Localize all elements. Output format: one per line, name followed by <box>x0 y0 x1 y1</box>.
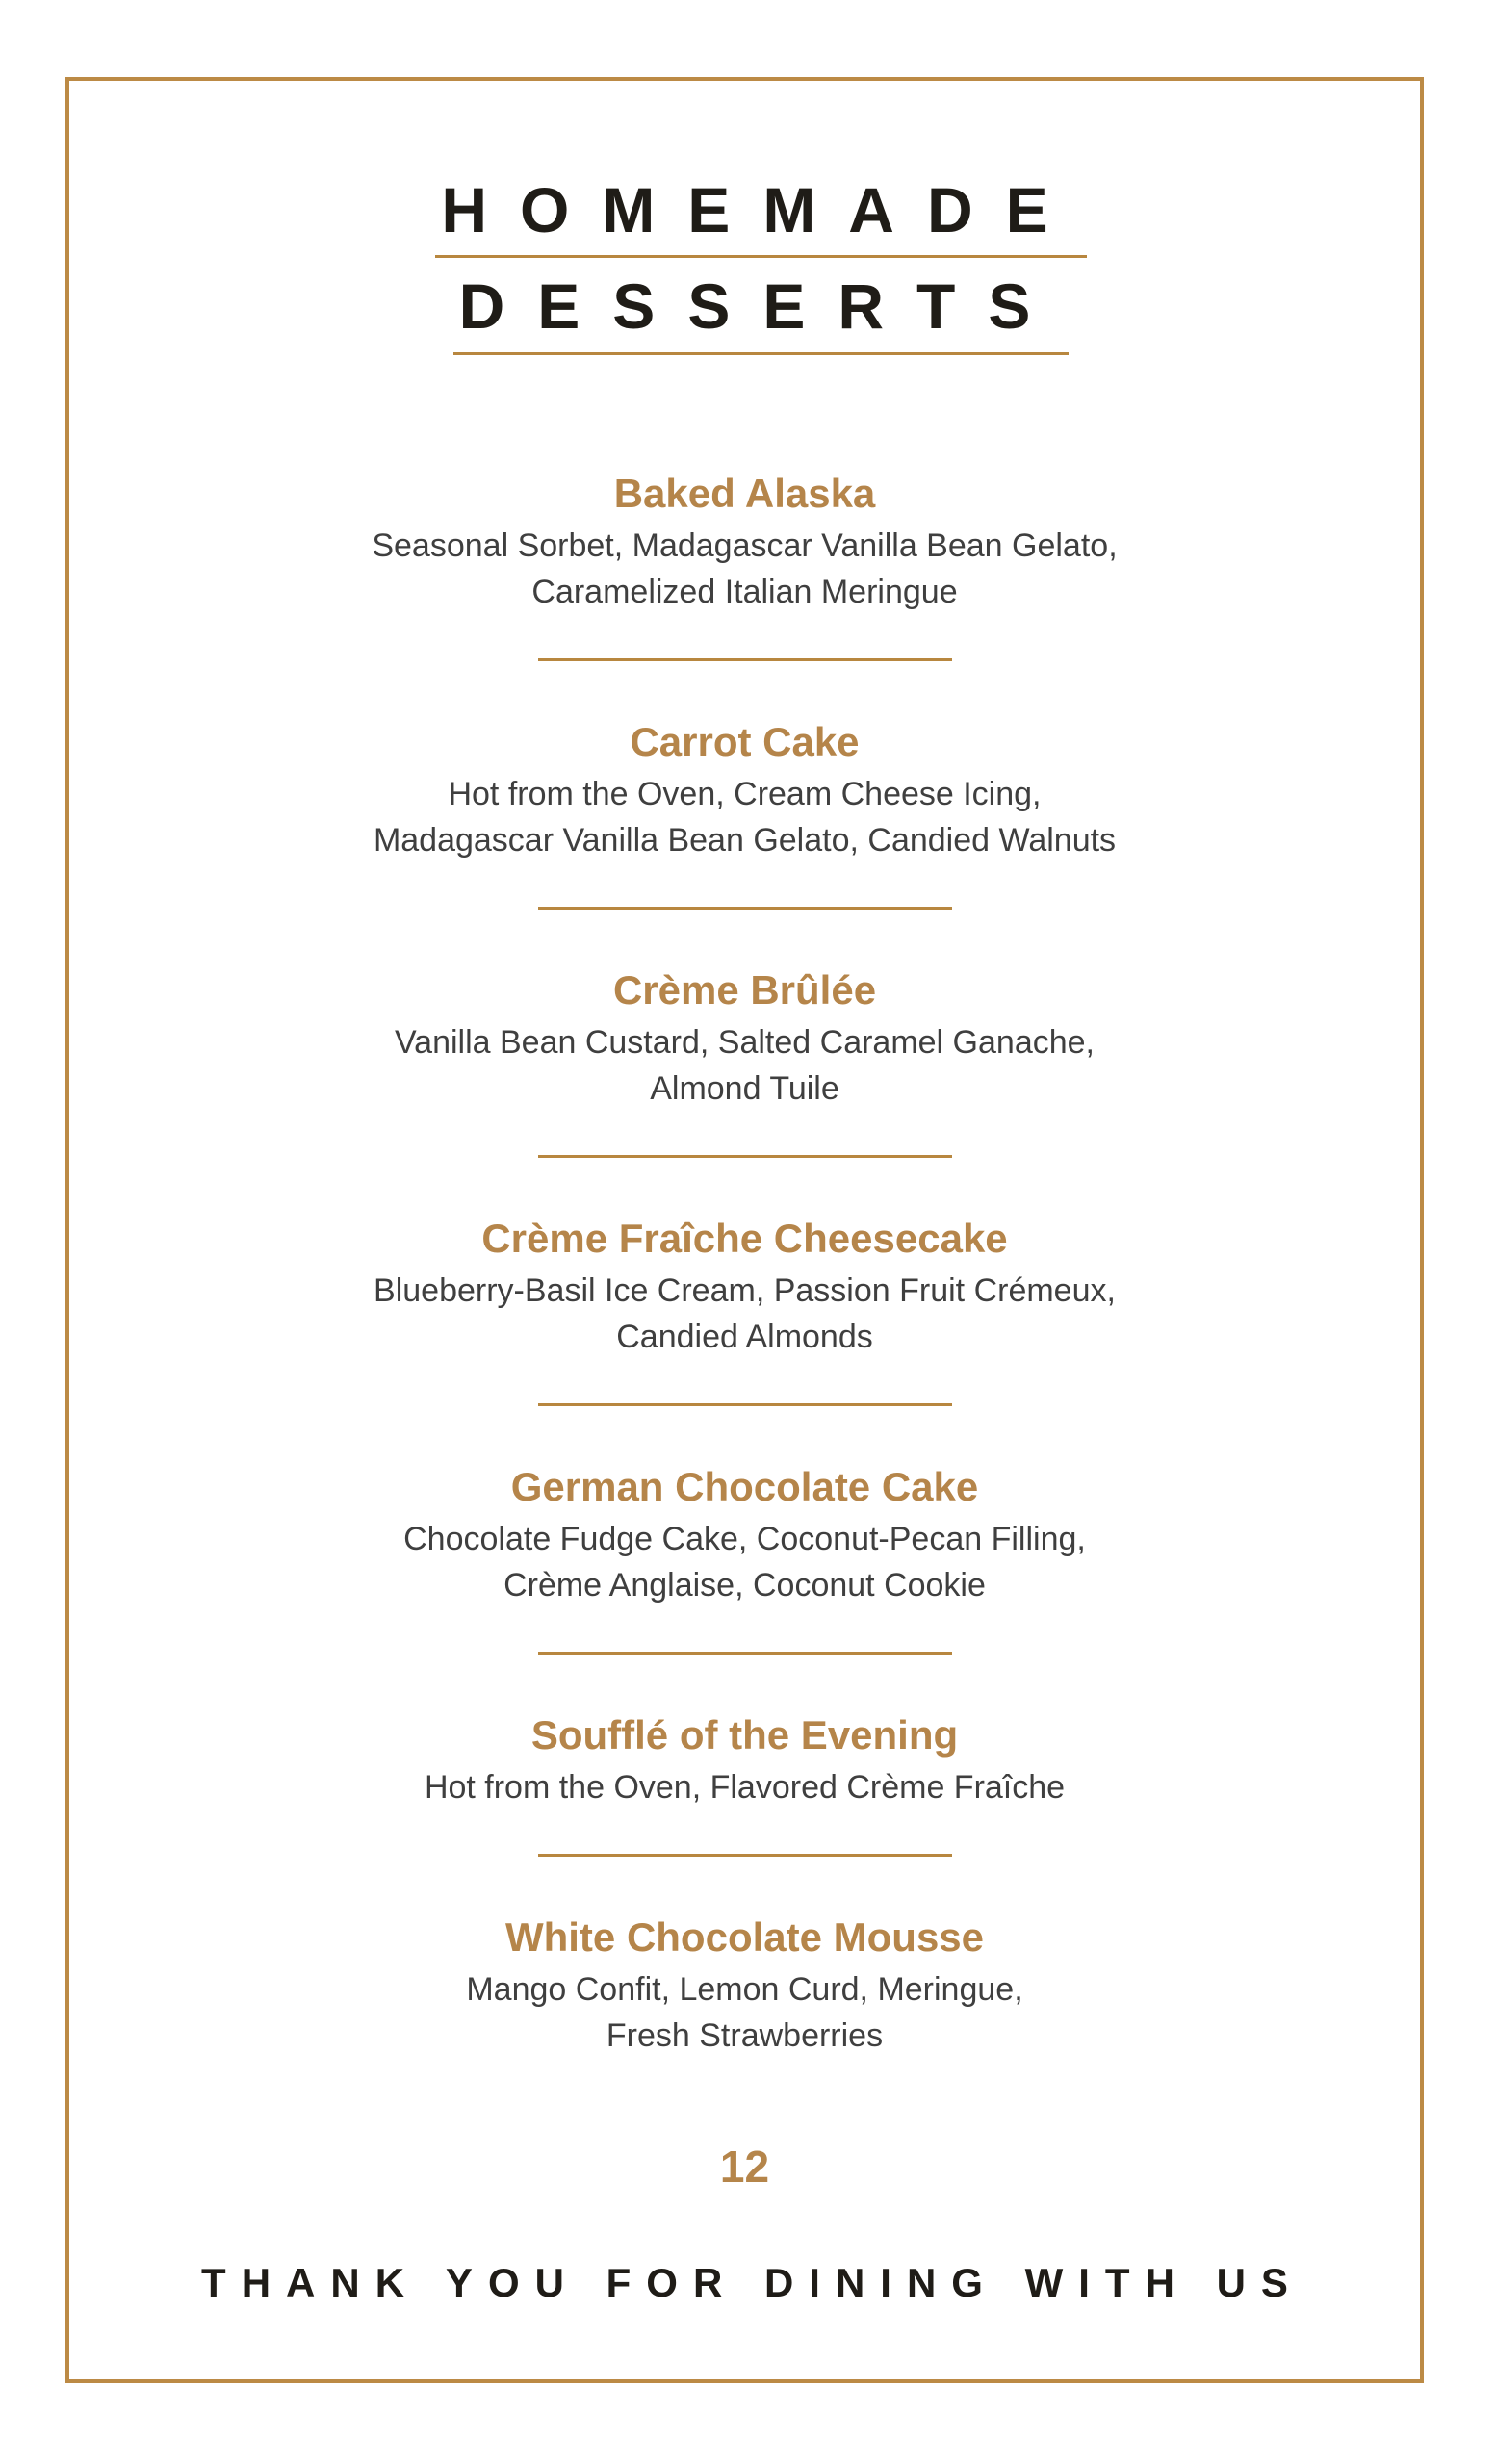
dish-description-line: Hot from the Oven, Cream Cheese Icing, <box>448 775 1042 812</box>
dish-name: Soufflé of the Evening <box>530 1711 959 1758</box>
dish-description-line: Candied Almonds <box>616 1318 873 1355</box>
menu-item-souffle-of-the-evening <box>69 1712 1420 1810</box>
dish-description-line: Seasonal Sorbet, Madagascar Vanilla Bean Gelato, <box>372 526 1118 564</box>
menu-items <box>69 471 1420 2193</box>
section-divider <box>538 658 952 661</box>
dish-name: Carrot Cake <box>630 718 860 764</box>
section-divider <box>538 1652 952 1655</box>
dish-name: White Chocolate Mousse <box>504 1913 985 1960</box>
dish-description-line: Crème Anglaise, Coconut Cookie <box>503 1566 986 1604</box>
dish-description-line: Vanilla Bean Custard, Salted Caramel Ganache, <box>395 1023 1095 1061</box>
thank-you-message: THANK YOU FOR DINING WITH US <box>201 2259 1303 2305</box>
menu-footer <box>69 2193 1420 2306</box>
dish-description-line: Almond Tuile <box>650 1069 839 1107</box>
menu-price: 12 <box>719 2141 770 2192</box>
menu-item-white-chocolate-mousse <box>69 1914 1420 2059</box>
dish-description-line: Fresh Strawberries <box>606 2016 884 2054</box>
menu-item-carrot-cake <box>69 719 1420 863</box>
section-divider <box>538 1155 952 1158</box>
dish-description-line: Hot from the Oven, Flavored Crème Fraîche <box>424 1768 1066 1806</box>
section-divider <box>538 1403 952 1406</box>
menu-title-line-2: DESSERTS <box>453 273 1070 354</box>
menu-item-german-chocolate-cake <box>69 1464 1420 1608</box>
menu-border-frame <box>65 77 1424 2383</box>
dish-name: Crème Fraîche Cheesecake <box>481 1215 1008 1261</box>
section-divider <box>538 1854 952 1857</box>
menu-item-creme-brulee <box>69 967 1420 1112</box>
dish-name: Crème Brûlée <box>612 966 877 1013</box>
dish-name: German Chocolate Cake <box>510 1463 979 1509</box>
dish-description-line: Mango Confit, Lemon Curd, Meringue, <box>466 1970 1023 2008</box>
menu-item-creme-fraiche-cheesecake <box>69 1216 1420 1360</box>
menu-title <box>69 174 1420 355</box>
dish-name: Baked Alaska <box>613 470 876 516</box>
menu-item-baked-alaska <box>69 471 1420 615</box>
dish-description-line: Madagascar Vanilla Bean Gelato, Candied Walnuts <box>373 821 1117 859</box>
dish-description-line: Caramelized Italian Meringue <box>531 573 958 610</box>
dish-description-line: Blueberry-Basil Ice Cream, Passion Fruit Crémeux, <box>374 1271 1116 1309</box>
section-divider <box>538 907 952 910</box>
dish-description-line: Chocolate Fudge Cake, Coconut-Pecan Filling, <box>403 1520 1086 1557</box>
menu-title-line-1: HOMEMADE <box>435 177 1086 258</box>
